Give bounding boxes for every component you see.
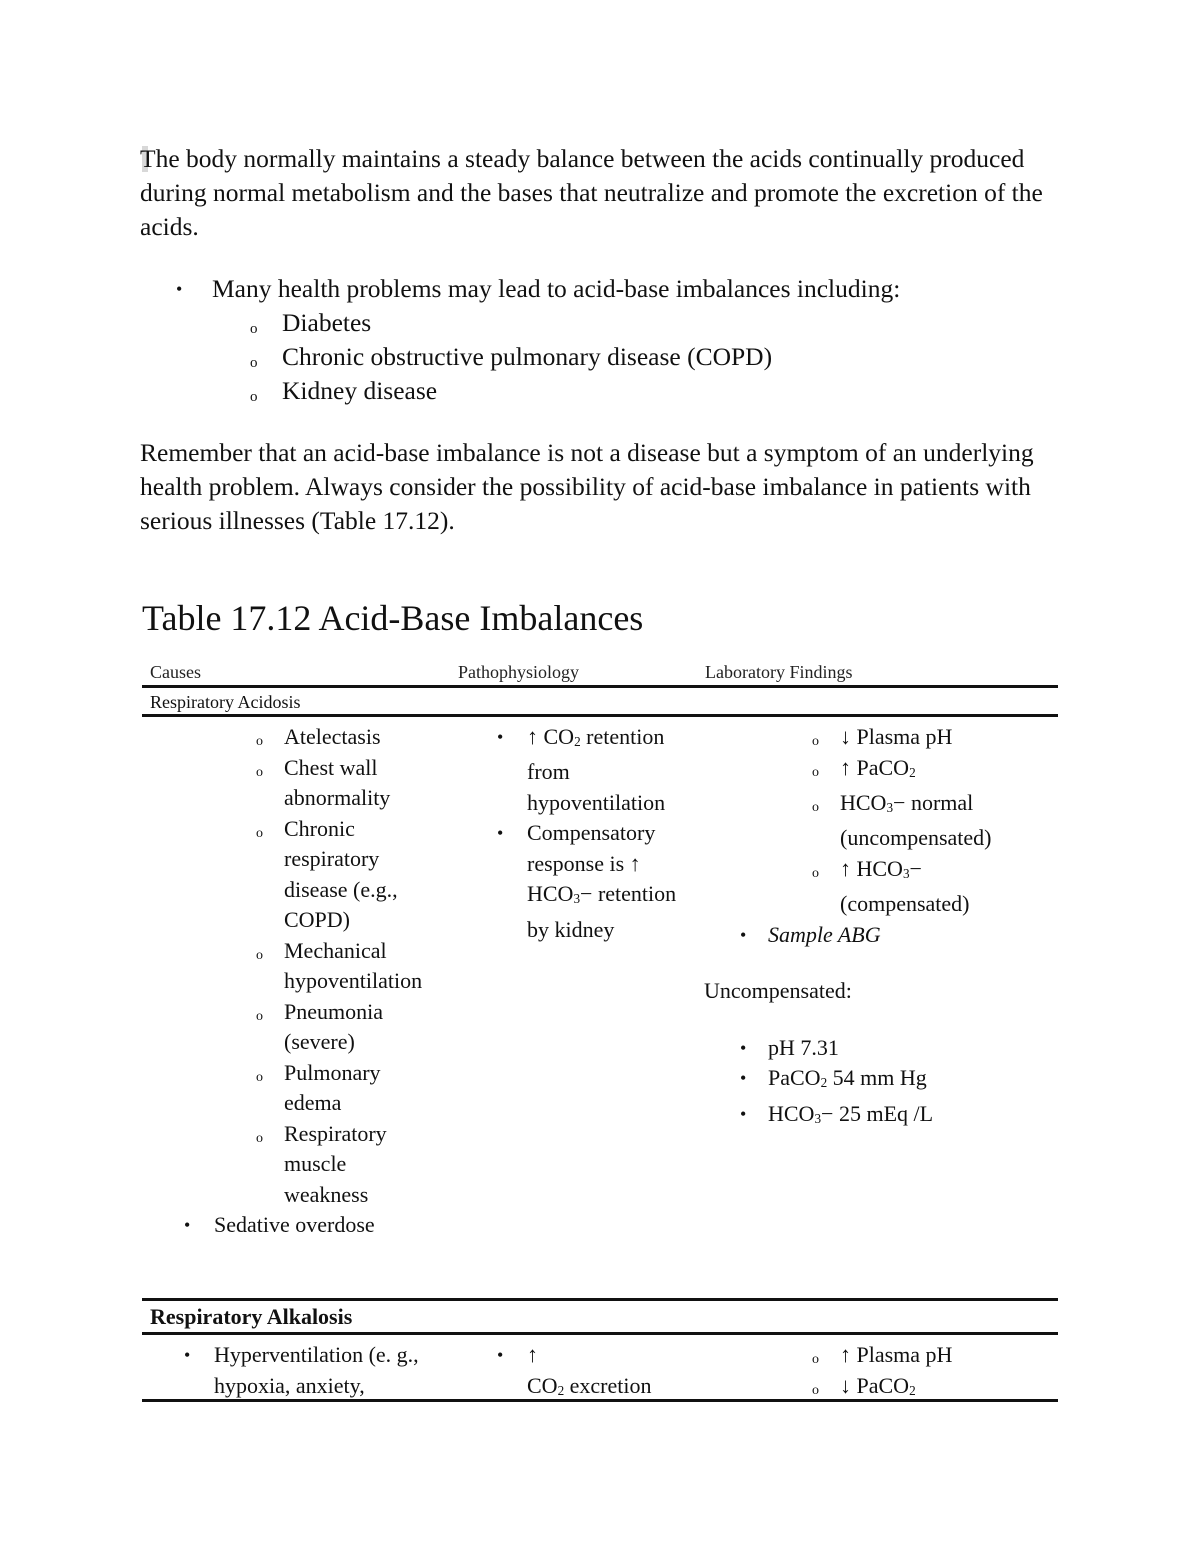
list-item xyxy=(698,788,1048,854)
list-item xyxy=(140,272,900,408)
list-item xyxy=(698,1099,1048,1134)
acidosis-pathophysiology xyxy=(455,722,687,945)
divider xyxy=(142,685,1058,688)
list-item: • pH 7.31 xyxy=(698,1033,1048,1064)
intro-paragraph: The body normally maintains a steady balance between the acids continually produced during normal metabolism and the bases that neutralize and promote the excretion of the acids. xyxy=(140,144,1043,241)
health-problems-list xyxy=(140,272,900,408)
list-item xyxy=(455,1340,687,1406)
list-item: • Hyperventilation (e. g., hypoxia, anxiety, xyxy=(142,1340,442,1401)
subscript: 2 xyxy=(574,733,581,749)
text: − (compensated) xyxy=(840,855,970,917)
subscript: 3 xyxy=(886,799,894,815)
list-item: o Pneumonia (severe) xyxy=(142,997,432,1058)
subscript: 2 xyxy=(909,764,916,780)
list-item: o ↑ Plasma pH xyxy=(698,1340,1048,1371)
divider xyxy=(142,1332,1058,1335)
divider xyxy=(142,1399,1058,1402)
text: − normal (uncompensated) xyxy=(840,789,992,851)
list-item: o Atelectasis xyxy=(142,722,432,753)
text: − retention by kidney xyxy=(527,881,677,942)
subscript: 3 xyxy=(814,1110,822,1126)
text: ↑ HCO xyxy=(840,855,903,881)
bullet-text: Many health problems may lead to acid-base imbalances including: xyxy=(212,274,901,303)
list-item xyxy=(698,854,1048,920)
text: CO xyxy=(527,1372,558,1398)
section-respiratory-acidosis: Respiratory Acidosis xyxy=(150,692,301,712)
list-item: o Chronic obstructive pulmonary disease (COPD) xyxy=(212,340,900,374)
list-item xyxy=(698,1063,1048,1098)
subscript: 2 xyxy=(557,1382,565,1398)
uncompensated-label: Uncompensated: xyxy=(704,978,852,1004)
list-item: • Sedative overdose xyxy=(142,1210,432,1241)
list-item: o Diabetes xyxy=(212,306,900,340)
divider xyxy=(142,1298,1058,1301)
list-item xyxy=(455,818,687,945)
section-respiratory-alkalosis: Respiratory Alkalosis xyxy=(150,1304,353,1329)
header-laboratory-findings: Laboratory Findings xyxy=(705,662,853,682)
list-item xyxy=(698,920,1048,951)
list-item: o ↓ Plasma pH xyxy=(698,722,1048,753)
list-item: o Chronic respiratory disease (e.g., COPD) xyxy=(142,814,432,936)
text: excretion xyxy=(564,1372,652,1398)
header-causes: Causes xyxy=(150,662,201,682)
list-item: o Pulmonary edema xyxy=(142,1058,432,1119)
text: Compensatory response is ↑ HCO xyxy=(527,820,656,907)
list-item xyxy=(455,722,687,818)
table-title: Table 17.12 Acid-Base Imbalances xyxy=(142,598,644,638)
list-item: o Respiratory muscle weakness xyxy=(142,1119,432,1211)
text: HCO xyxy=(840,789,887,815)
text: − 25 mEq /L xyxy=(821,1100,934,1126)
text: 54 mm Hg xyxy=(827,1065,927,1091)
subscript: 2 xyxy=(909,1382,916,1398)
list-item: o Kidney disease xyxy=(212,374,900,408)
alkalosis-lab-findings xyxy=(698,1340,1048,1406)
text: ↑ xyxy=(527,1342,538,1367)
text: ↑ PaCO xyxy=(840,754,910,780)
subscript: 3 xyxy=(573,891,581,907)
text: HCO xyxy=(768,1100,815,1126)
subscript: 3 xyxy=(902,865,910,881)
sub-list xyxy=(212,306,900,408)
text: PaCO xyxy=(768,1065,821,1091)
acidosis-lab-findings xyxy=(698,722,1048,1134)
alkalosis-pathophysiology xyxy=(455,1340,687,1406)
subscript: 2 xyxy=(820,1075,828,1091)
text: ↓ PaCO xyxy=(840,1372,910,1398)
sample-abg-label: Sample ABG xyxy=(768,921,881,947)
list-item xyxy=(698,753,1048,788)
alkalosis-causes xyxy=(142,1340,442,1401)
text: ↑ CO xyxy=(527,724,575,749)
reminder-paragraph: Remember that an acid-base imbalance is not a disease but a symptom of an underlying health problem. Always consider the possibility of acid-base imbalance in patients with serious illnesses (Table 17.12). xyxy=(140,438,1034,535)
text: retention from hypoventilation xyxy=(527,724,666,815)
list-item: o Mechanical hypoventilation xyxy=(142,936,432,997)
acidosis-causes xyxy=(142,722,432,1241)
list-item: o Chest wall abnormality xyxy=(142,753,432,814)
header-pathophysiology: Pathophysiology xyxy=(458,662,580,682)
divider xyxy=(142,714,1058,717)
